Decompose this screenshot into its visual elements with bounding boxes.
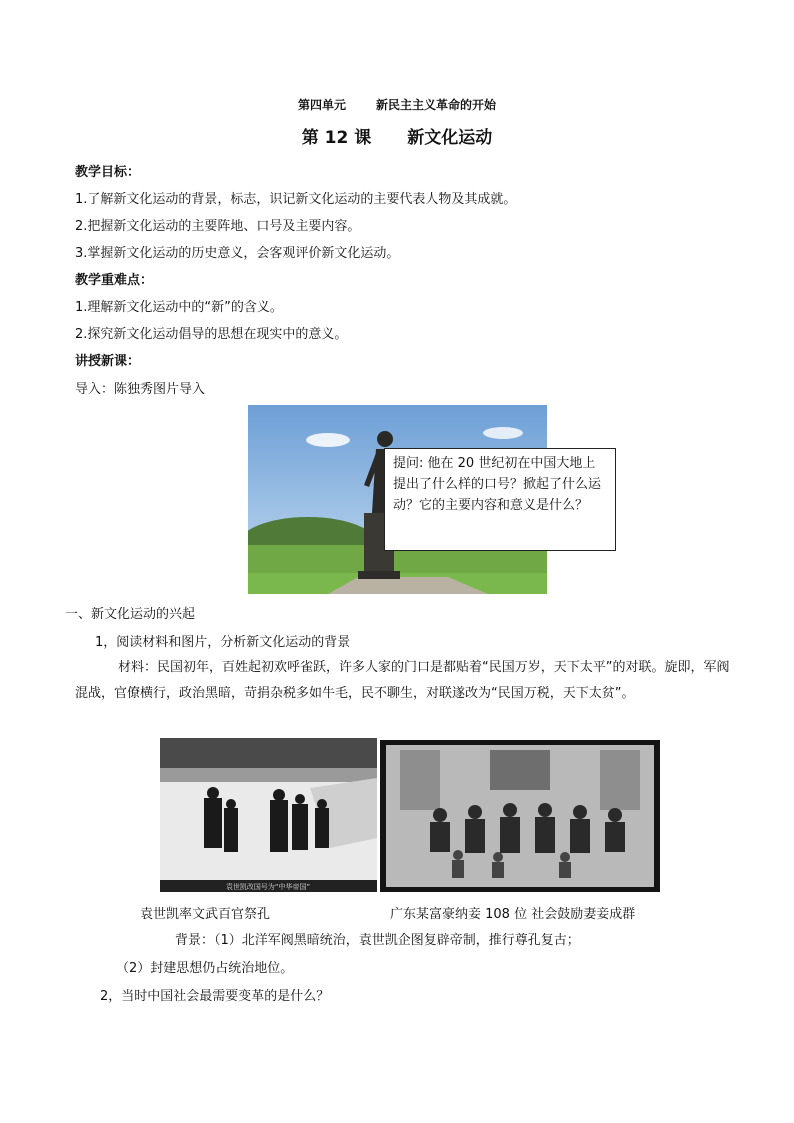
- photo-inscription: 袁世凯改国号为“中华帝国”: [225, 883, 311, 891]
- unit-title: 新民主主义革命的开始: [376, 98, 497, 112]
- background-1: 背景：（1）北洋军阀黑暗统治，袁世凯企图复辟帝制，推行尊孔复古；: [175, 933, 580, 948]
- material-paragraph: 材料：民国初年，百姓起初欢呼雀跃，许多人家的门口是都贴着“民国万岁，天下太平”的对联。旋即，军阀混战，官僚横行，政治黑暗，苛捐杂税多如牛毛，民不聊生，对联遂改为“民国万税，天下太贫”。: [75, 660, 730, 701]
- goal-item: 3.掌握新文化运动的历史意义，会客观评价新文化运动。: [75, 246, 400, 261]
- question-1: 1，阅读材料和图片，分析新文化运动的背景: [95, 635, 351, 650]
- ceremony-illustration: [160, 738, 377, 892]
- background-2: （2）封建思想仍占统治地位。: [116, 961, 294, 976]
- key-points-heading: 教学重难点：: [75, 273, 154, 288]
- question-2: 2，当时中国社会最需要变革的是什么？: [100, 989, 330, 1004]
- goal-item: 1.了解新文化运动的背景，标志，识记新文化运动的主要代表人物及其成就。: [75, 192, 517, 207]
- goals-heading: 教学目标：: [75, 165, 141, 180]
- section-title: 一、新文化运动的兴起: [65, 607, 196, 622]
- unit-number: 第四单元: [297, 98, 346, 112]
- key-point-item: 2.探究新文化运动倡导的思想在现实中的意义。: [75, 327, 348, 342]
- unit-heading: [0, 96, 794, 113]
- intro-line: 导入：陈独秀图片导入: [75, 382, 206, 397]
- family-portrait-photo: [380, 740, 660, 892]
- yuan-shikai-ceremony-photo: [160, 738, 377, 892]
- lesson-name: 新文化运动: [407, 128, 493, 148]
- lesson-number: 第 12 课: [301, 128, 372, 148]
- caption-left: 袁世凯率文武百官祭孔: [140, 907, 271, 922]
- caption-right: 广东某富豪纳妾 108 位 社会鼓励妻妾成群: [390, 907, 636, 922]
- lesson-title: [0, 123, 794, 148]
- family-portrait-illustration: [380, 740, 660, 892]
- goal-item: 2.把握新文化运动的主要阵地、口号及主要内容。: [75, 219, 361, 234]
- key-point-item: 1.理解新文化运动中的“新”的含义。: [75, 300, 283, 315]
- question-box: 提问: 他在 20 世纪初在中国大地上提出了什么样的口号？掀起了什么运动？它的主要内容和意义是什么？: [384, 448, 616, 551]
- new-lesson-heading: 讲授新课：: [75, 354, 141, 369]
